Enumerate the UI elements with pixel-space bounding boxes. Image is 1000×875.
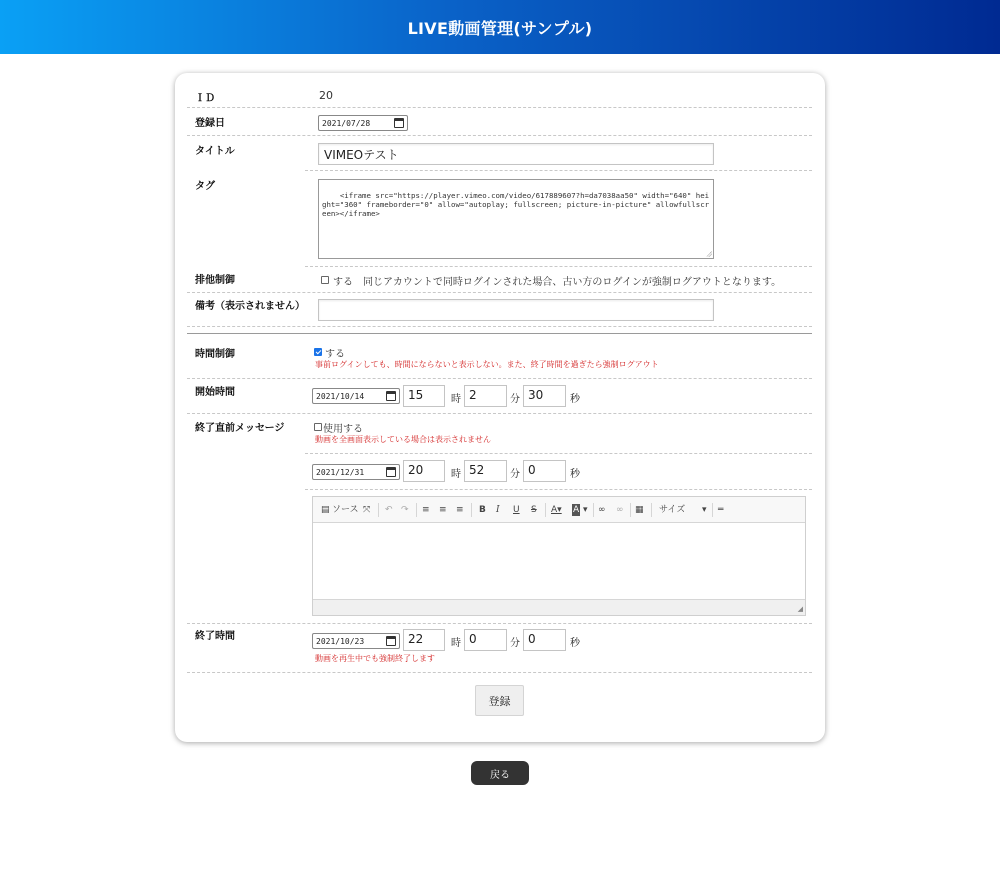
pre-end-minute-input[interactable]: 52 (464, 460, 507, 482)
bold-icon[interactable]: B (479, 505, 486, 515)
toolbar-separator (378, 503, 379, 517)
end-minute-input[interactable]: 0 (464, 629, 507, 651)
resize-handle-icon[interactable] (706, 251, 712, 257)
back-button[interactable]: 戻る (471, 761, 529, 785)
second-unit: 秒 (570, 469, 580, 480)
italic-icon[interactable]: I (496, 505, 500, 515)
exclusive-checkbox[interactable] (321, 276, 329, 284)
minute-unit: 分 (510, 638, 520, 649)
table-icon[interactable]: ▦ (635, 505, 644, 515)
calendar-icon[interactable] (386, 636, 396, 646)
row-divider (187, 326, 812, 327)
tag-label: タグ (195, 181, 215, 192)
row-divider (187, 672, 812, 673)
hour-unit: 時 (451, 638, 461, 649)
minute-unit: 分 (510, 394, 520, 405)
minute-unit: 分 (510, 469, 520, 480)
time-control-checkbox-label: する (325, 349, 345, 360)
editor-toolbar (313, 497, 805, 523)
toolbar-separator (545, 503, 546, 517)
calendar-icon[interactable] (386, 391, 396, 401)
editor-content-area[interactable] (313, 523, 805, 599)
title-label: タイトル (195, 146, 235, 157)
resize-handle-icon[interactable]: ◢ (797, 605, 803, 613)
time-control-label: 時間制御 (195, 349, 235, 360)
tag-textarea[interactable]: <iframe src="https://player.vimeo.com/video/617889607?h=da7038aa50" width="640" height="360" frameborder="0" allow="autoplay; fullscreen; picture-in-picture" allowfullscreen></iframe> (318, 179, 714, 259)
register-button[interactable]: 登録 (475, 685, 524, 716)
remarks-input[interactable] (318, 299, 714, 321)
end-hour-input[interactable]: 22 (403, 629, 445, 651)
start-time-label: 開始時間 (195, 387, 235, 398)
row-divider (187, 135, 812, 136)
pre-end-message-checkbox[interactable] (314, 423, 322, 431)
row-divider (187, 623, 812, 624)
pre-end-message-checkbox-label: 使用する (323, 424, 363, 435)
message-editor (312, 496, 806, 616)
page-title: LIVE動画管理(サンプル) (407, 18, 593, 38)
align-right-icon[interactable]: ≡ (456, 505, 464, 515)
strikethrough-icon[interactable]: S (531, 505, 537, 515)
title-input[interactable]: VIMEOテスト (318, 143, 714, 165)
background-color-dropdown-icon[interactable]: ▾ (583, 505, 588, 515)
end-time-label: 終了時間 (195, 631, 235, 642)
exclusive-note: 同じアカウントで同時ログインされた場合、古い方のログインが強制ログアウトとなります。 (363, 277, 782, 288)
end-second-input[interactable]: 0 (523, 629, 566, 651)
second-unit: 秒 (570, 638, 580, 649)
maximize-icon[interactable]: ⤧ (363, 505, 371, 515)
exclusive-label: 排他制御 (195, 275, 235, 286)
toolbar-separator (416, 503, 417, 517)
calendar-icon[interactable] (386, 467, 396, 477)
source-button[interactable]: ソース (332, 505, 359, 515)
end-time-note: 動画を再生中でも強制終了します (315, 654, 435, 663)
row-divider (305, 453, 812, 454)
undo-icon[interactable]: ↶ (385, 505, 393, 515)
start-date-input[interactable]: 2021/10/14 (312, 388, 400, 404)
horizontal-rule-icon[interactable]: ═ (718, 505, 724, 515)
start-hour-input[interactable]: 15 (403, 385, 445, 407)
start-second-input[interactable]: 30 (523, 385, 566, 407)
hour-unit: 時 (451, 394, 461, 405)
time-control-checkbox[interactable] (314, 348, 322, 356)
row-divider (305, 266, 812, 267)
id-value: 20 (319, 89, 333, 102)
edit-form-card (175, 73, 825, 742)
end-date-input[interactable]: 2021/10/23 (312, 633, 400, 649)
editor-footer (313, 599, 805, 615)
row-divider (305, 170, 812, 171)
toolbar-separator (471, 503, 472, 517)
toolbar-separator (712, 503, 713, 517)
pre-end-hour-input[interactable]: 20 (403, 460, 445, 482)
registered-date-input[interactable]: 2021/07/28 (318, 115, 408, 131)
id-label: ＩＤ (195, 93, 215, 104)
align-center-icon[interactable]: ≡ (439, 505, 447, 515)
row-divider (305, 489, 812, 490)
font-size-select[interactable]: サイズ (659, 505, 686, 515)
background-color-icon[interactable]: A (573, 505, 580, 515)
hour-unit: 時 (451, 469, 461, 480)
start-minute-input[interactable]: 2 (464, 385, 507, 407)
second-unit: 秒 (570, 394, 580, 405)
chevron-down-icon[interactable]: ▾ (702, 505, 707, 515)
remarks-label: 備考（表示されません） (195, 301, 305, 312)
align-left-icon[interactable]: ≡ (422, 505, 430, 515)
row-divider (187, 107, 812, 108)
toolbar-separator (630, 503, 631, 517)
underline-icon[interactable]: U (513, 505, 520, 515)
link-icon[interactable]: ∞ (598, 505, 606, 515)
row-divider (187, 413, 812, 414)
calendar-icon[interactable] (394, 118, 404, 128)
row-divider (187, 378, 812, 379)
pre-end-second-input[interactable]: 0 (523, 460, 566, 482)
pre-end-message-label: 終了直前メッセージ (195, 423, 285, 434)
row-divider (187, 292, 812, 293)
header-bar (0, 0, 1000, 54)
redo-icon[interactable]: ↷ (401, 505, 409, 515)
pre-end-message-note: 動画を全画面表示している場合は表示されません (315, 435, 491, 444)
toolbar-separator (593, 503, 594, 517)
section-separator (187, 333, 812, 334)
source-icon[interactable]: ▤ (321, 505, 330, 515)
pre-end-date-input[interactable]: 2021/12/31 (312, 464, 400, 480)
registered-date-label: 登録日 (195, 118, 225, 129)
exclusive-checkbox-label: する (333, 277, 353, 288)
unlink-icon[interactable]: ∞ (616, 505, 624, 515)
text-color-icon[interactable]: A▾ (551, 505, 562, 515)
time-control-note: 事前ログインしても、時間にならないと表示しない。また、終了時間を過ぎたら強制ログアウト (315, 360, 659, 369)
toolbar-separator (651, 503, 652, 517)
